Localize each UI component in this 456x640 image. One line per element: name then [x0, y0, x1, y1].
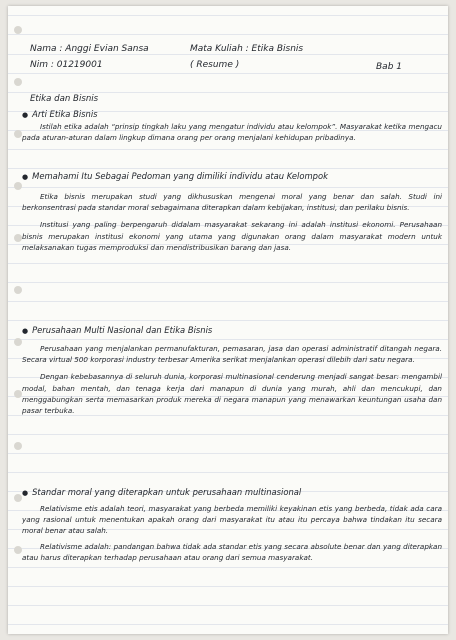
section-heading: ● Perusahaan Multi Nasional dan Etika Bisnis — [22, 325, 213, 335]
page-title: Etika dan Bisnis — [30, 94, 99, 104]
notebook-page — [8, 6, 448, 634]
bullet-icon: ● — [22, 327, 29, 335]
binding-holes — [14, 26, 22, 598]
chapter-label: Bab 1 — [376, 62, 402, 72]
paragraph: Perusahaan yang menjalankan permanufakturan, pemasaran, jasa dan operasi administratif ditangah negara. Secara virtual 500 korporasi industry terbesar Amerika serikat menjalankan operasi dilebih dari satu negara. — [22, 344, 442, 365]
binding-hole — [14, 234, 22, 242]
paragraph: Institusi yang paling berpengaruh didalam masyarakat sekarang ini adalah institusi ekonomi. Perusahaan bisnis merupakan institusi ekonomi yang utama yang digunakan orang dalam masyarakat modern untuk melaksanakan tugas memproduksi dan mendistribusikan barang dan jasa. — [22, 220, 442, 252]
binding-hole — [14, 546, 22, 554]
paragraph: Relativisme etis adalah teori, masyarakat yang berbeda memiliki keyakinan etis yang berbeda, tidak ada cara yang rasional untuk menentukan apakah orang dari masyarakat itu atau itu percaya bahwa tindakan itu secara moral benar atau salah. — [22, 504, 442, 536]
binding-hole — [14, 130, 22, 138]
binding-hole — [14, 494, 22, 502]
section-heading: ● Memahami Itu Sebagai Pedoman yang dimiliki individu atau Kelompok — [22, 171, 328, 181]
bullet-icon: ● — [22, 489, 29, 497]
paragraph: Dengan kebebasannya di seluruh dunia, korporasi multinasional cenderung menjadi sangat besar: mengambil modal, bahan mentah, dan tenaga kerja dari manapun di dunia yang murah, ahli dan mencukupi, dan menggabungkan serta memasarkan produk mereka di negara manapun yang menawarkan keuntungan usaha dan pasar terbuka. — [22, 372, 442, 416]
section-heading: ● Standar moral yang diterapkan untuk perusahaan multinasional — [22, 487, 302, 497]
bullet-icon: ● — [22, 173, 29, 181]
paragraph: Relativisme adalah: pandangan bahwa tidak ada standar etis yang secara absolute benar dan yang diterapkan atau harus diterapkan terhadap perusahaan atau orang dari semua masyarakat. — [22, 541, 442, 562]
paragraph: Etika bisnis merupakan studi yang dikhususkan mengenai moral yang benar dan salah. Studi ini berkonsentrasi pada standar moral sebagaimana diterapkan dalam kebijakan, institusi, dan perilaku bisnis. — [22, 192, 442, 213]
section-4 — [22, 486, 442, 563]
section-2 — [22, 170, 442, 253]
section-heading: ● Arti Etika Bisnis — [22, 109, 98, 119]
section-3 — [22, 324, 442, 416]
bullet-icon: ● — [22, 111, 29, 119]
binding-hole — [14, 286, 22, 294]
section-1 — [22, 108, 442, 143]
binding-hole — [14, 26, 22, 34]
student-name: Nama : Anggi Evian Sansa — [30, 44, 149, 54]
binding-hole — [14, 78, 22, 86]
student-nim: Nim : 01219001 — [30, 60, 103, 70]
resume-label: ( Resume ) — [190, 60, 240, 70]
paragraph: Istilah etika adalah “prinsip tingkah laku yang mengatur individu atau kelompok”. Masyarakat ketika mengacu pada aturan-aturan dalam lingkup dimana orang per orang menjalani kehidupan pribadinya. — [22, 122, 442, 143]
binding-hole — [14, 390, 22, 398]
binding-hole — [14, 338, 22, 346]
binding-hole — [14, 442, 22, 450]
binding-hole — [14, 182, 22, 190]
course-title: Mata Kuliah : Etika Bisnis — [190, 44, 304, 54]
